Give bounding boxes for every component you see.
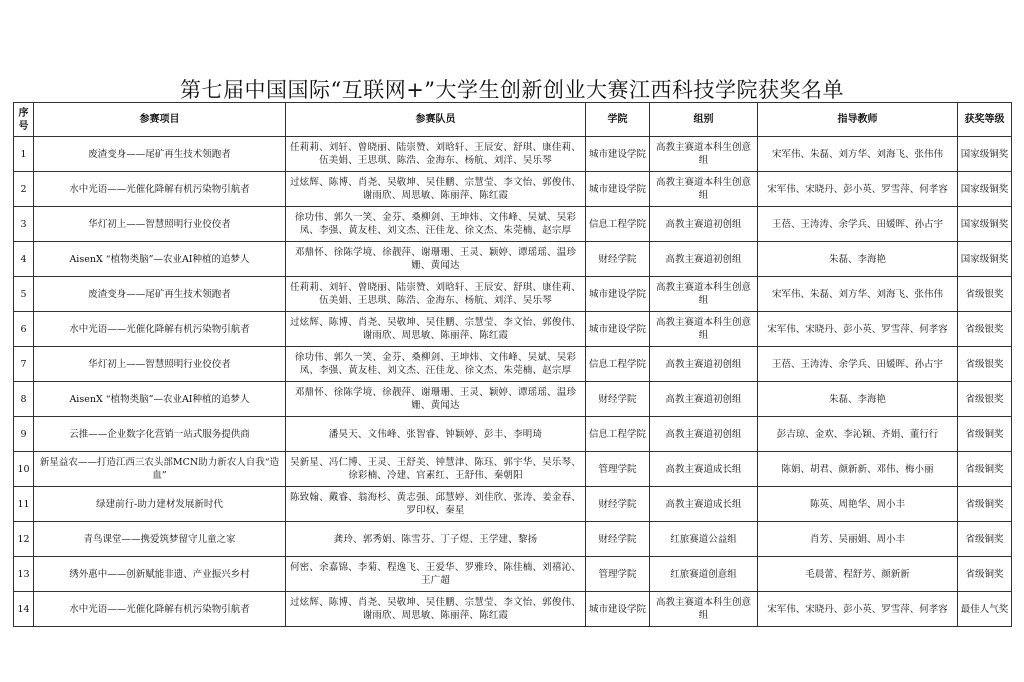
- table-row: [14, 137, 1012, 172]
- advisor-names: 宋军伟、宋晓丹、彭小英、罗雪萍、何孝容: [758, 592, 958, 627]
- table-row: [14, 242, 1012, 277]
- team-members: 过炫辉、陈博、肖尧、吴敬坤、吴佳鹏、宗慧莹、李文怡、郭俊伟、谢雨欣、周思敏、陈丽萍、陈红霞: [286, 312, 586, 347]
- table-row: [14, 592, 1012, 627]
- header-group: 组别: [650, 103, 758, 137]
- group-category: 高教主赛道本科生创意组: [650, 277, 758, 312]
- project-name: 水中光语——光催化降解有机污染物引航者: [34, 592, 286, 627]
- table-row: [14, 382, 1012, 417]
- header-team: 参赛队员: [286, 103, 586, 137]
- table-row: [14, 417, 1012, 452]
- college-name: 城市建设学院: [586, 592, 650, 627]
- table-row: [14, 172, 1012, 207]
- advisor-names: 宋军伟、宋晓丹、彭小英、罗雪萍、何孝容: [758, 172, 958, 207]
- row-number: 1: [14, 137, 34, 172]
- college-name: 信息工程学院: [586, 417, 650, 452]
- row-number: 12: [14, 522, 34, 557]
- award-level: 省级铜奖: [958, 452, 1012, 487]
- row-number: 8: [14, 382, 34, 417]
- award-level: 国家级铜奖: [958, 242, 1012, 277]
- college-name: 财经学院: [586, 487, 650, 522]
- group-category: 高教主赛道成长组: [650, 452, 758, 487]
- group-category: 高教主赛道成长组: [650, 487, 758, 522]
- group-category: 高教主赛道本科生创意组: [650, 312, 758, 347]
- award-level: 省级银奖: [958, 382, 1012, 417]
- college-name: 信息工程学院: [586, 207, 650, 242]
- award-level: 国家级铜奖: [958, 207, 1012, 242]
- advisor-names: 宋军伟、朱磊、刘方华、刘海飞、张伟伟: [758, 137, 958, 172]
- team-members: 陈致翰、戴睿、翁海杉、黄志强、邱慧婷、刘佳欣、张涛、姜金春、罗印权、秦星: [286, 487, 586, 522]
- team-members: 潘昊天、文伟峰、张智睿、钟颖婷、彭丰、李明琦: [286, 417, 586, 452]
- row-number: 5: [14, 277, 34, 312]
- group-category: 高教主赛道本科生创意组: [650, 137, 758, 172]
- team-members: 龚玲、郭秀娟、陈雪芬、丁子煜、王学建、黎扬: [286, 522, 586, 557]
- advisor-names: 彭吉琼、金欢、李沁颖、齐娟、董行行: [758, 417, 958, 452]
- group-category: 高教主赛道初创组: [650, 207, 758, 242]
- college-name: 管理学院: [586, 452, 650, 487]
- header-college: 学院: [586, 103, 650, 137]
- award-level: 省级银奖: [958, 312, 1012, 347]
- row-number: 4: [14, 242, 34, 277]
- awards-table: [13, 102, 1012, 627]
- row-number: 2: [14, 172, 34, 207]
- header-teacher: 指导教师: [758, 103, 958, 137]
- college-name: 财经学院: [586, 242, 650, 277]
- award-level: 省级铜奖: [958, 557, 1012, 592]
- advisor-names: 王蓓、王涛涛、余学兵、田媛晖、孙占宇: [758, 347, 958, 382]
- project-name: AisenX “植物类脑”—农业AI种植的追梦人: [34, 382, 286, 417]
- row-number: 7: [14, 347, 34, 382]
- row-number: 14: [14, 592, 34, 627]
- college-name: 城市建设学院: [586, 277, 650, 312]
- project-name: 华灯初上——智慧照明行业佼佼者: [34, 207, 286, 242]
- table-row: [14, 487, 1012, 522]
- award-level: 省级银奖: [958, 277, 1012, 312]
- header-award: 获奖等级: [958, 103, 1012, 137]
- advisor-names: 肖芳、吴丽娟、周小丰: [758, 522, 958, 557]
- advisor-names: 王蓓、王涛涛、余学兵、田媛晖、孙占宇: [758, 207, 958, 242]
- row-number: 6: [14, 312, 34, 347]
- college-name: 城市建设学院: [586, 172, 650, 207]
- project-name: 水中光语——光催化降解有机污染物引航者: [34, 312, 286, 347]
- advisor-names: 朱磊、李海艳: [758, 382, 958, 417]
- advisor-names: 陈娟、胡君、颜新新、邓伟、梅小丽: [758, 452, 958, 487]
- advisor-names: 宋军伟、宋晓丹、彭小英、罗雪萍、何孝容: [758, 312, 958, 347]
- advisor-names: 毛晨蕾、程舒芳、颜新新: [758, 557, 958, 592]
- project-name: AisenX “植物类脑”—农业AI种植的追梦人: [34, 242, 286, 277]
- team-members: 过炫辉、陈博、肖尧、吴敬坤、吴佳鹏、宗慧莹、李文怡、郭俊伟、谢雨欣、周思敏、陈丽萍、陈红霞: [286, 172, 586, 207]
- table-row: [14, 207, 1012, 242]
- advisor-names: 陈英、周艳华、周小丰: [758, 487, 958, 522]
- table-row: [14, 557, 1012, 592]
- group-category: 高教主赛道初创组: [650, 242, 758, 277]
- college-name: 信息工程学院: [586, 347, 650, 382]
- team-members: 何密、余嘉锦、李菊、程逸飞、王爱华、罗雅玲、陈佳楠、刘禧沁、王广超: [286, 557, 586, 592]
- group-category: 高教主赛道本科生创意组: [650, 592, 758, 627]
- award-level: 最佳人气奖: [958, 592, 1012, 627]
- college-name: 城市建设学院: [586, 312, 650, 347]
- team-members: 任莉莉、刘轩、曾晓丽、陆崇赞、刘晗轩、王辰安、舒琪、康佳莉、伍美娟、王思琪、陈浩、金海东、杨航、刘洋、吴乐琴: [286, 137, 586, 172]
- table-row: [14, 312, 1012, 347]
- header-no: 序号: [14, 103, 34, 137]
- team-members: 邓鼎怀、徐陈学境、徐靓萍、谢珊珊、王灵、颖婷、谭瑶瑶、温珍姗、黄闻达: [286, 382, 586, 417]
- team-members: 任莉莉、刘轩、曾晓丽、陆崇赞、刘晗轩、王辰安、舒琪、康佳莉、伍美娟、王思琪、陈浩、金海东、杨航、刘洋、吴乐琴: [286, 277, 586, 312]
- award-level: 省级铜奖: [958, 522, 1012, 557]
- group-category: 高教主赛道初创组: [650, 417, 758, 452]
- project-name: 新星益农——打造江西三农头部MCN助力新农人自我“造血”: [34, 452, 286, 487]
- project-name: 绣外惠中——创新赋能非遗、产业振兴乡村: [34, 557, 286, 592]
- table-row: [14, 277, 1012, 312]
- page-title: 第七届中国国际“互联网+”大学生创新创业大赛江西科技学院获奖名单: [179, 78, 845, 102]
- row-number: 10: [14, 452, 34, 487]
- table-row: [14, 522, 1012, 557]
- row-number: 3: [14, 207, 34, 242]
- college-name: 财经学院: [586, 522, 650, 557]
- college-name: 城市建设学院: [586, 137, 650, 172]
- project-name: 绿建前行-助力建材发展新时代: [34, 487, 286, 522]
- team-members: 邓鼎怀、徐陈学境、徐靓萍、谢珊珊、王灵、颖婷、谭瑶瑶、温珍姗、黄闻达: [286, 242, 586, 277]
- team-members: 徐功伟、郭久一笑、金芬、桑柳剑、王坤炜、文伟峰、吴斌、吴彩凤、李强、黄友桂、刘文杰、汪佳龙、徐文杰、朱莞楠、赵宗厚: [286, 347, 586, 382]
- advisor-names: 宋军伟、朱磊、刘方华、刘海飞、张伟伟: [758, 277, 958, 312]
- project-name: 废渣变身——尾矿再生技术领跑者: [34, 277, 286, 312]
- award-level: 国家级铜奖: [958, 137, 1012, 172]
- group-category: 高教主赛道初创组: [650, 382, 758, 417]
- award-level: 省级铜奖: [958, 417, 1012, 452]
- table-header-row: [14, 103, 1012, 137]
- row-number: 13: [14, 557, 34, 592]
- project-name: 华灯初上——智慧照明行业佼佼者: [34, 347, 286, 382]
- award-level: 省级银奖: [958, 347, 1012, 382]
- group-category: 红旅赛道创意组: [650, 557, 758, 592]
- award-level: 国家级铜奖: [958, 172, 1012, 207]
- college-name: 财经学院: [586, 382, 650, 417]
- project-name: 云推——企业数字化营销一站式服务提供商: [34, 417, 286, 452]
- college-name: 管理学院: [586, 557, 650, 592]
- team-members: 吴新星、冯仁博、王灵、王舒美、钟慧津、陈珏、郭宇华、吴乐琴、徐彩楠、冷建、官素红、王舒伟、秦朝阳: [286, 452, 586, 487]
- row-number: 11: [14, 487, 34, 522]
- project-name: 废渣变身——尾矿再生技术领跑者: [34, 137, 286, 172]
- row-number: 9: [14, 417, 34, 452]
- project-name: 水中光语——光催化降解有机污染物引航者: [34, 172, 286, 207]
- header-project: 参赛项目: [34, 103, 286, 137]
- team-members: 过炫辉、陈博、肖尧、吴敬坤、吴佳鹏、宗慧莹、李文怡、郭俊伟、谢雨欣、周思敏、陈丽萍、陈红霞: [286, 592, 586, 627]
- table-row: [14, 347, 1012, 382]
- team-members: 徐功伟、郭久一笑、金芬、桑柳剑、王坤炜、文伟峰、吴斌、吴彩凤、李强、黄友桂、刘文杰、汪佳龙、徐文杰、朱莞楠、赵宗厚: [286, 207, 586, 242]
- group-category: 高教主赛道本科生创意组: [650, 172, 758, 207]
- group-category: 高教主赛道初创组: [650, 347, 758, 382]
- advisor-names: 朱磊、李海艳: [758, 242, 958, 277]
- table-row: [14, 452, 1012, 487]
- award-level: 省级铜奖: [958, 487, 1012, 522]
- group-category: 红旅赛道公益组: [650, 522, 758, 557]
- project-name: 青鸟课堂——携爱筑梦留守儿童之家: [34, 522, 286, 557]
